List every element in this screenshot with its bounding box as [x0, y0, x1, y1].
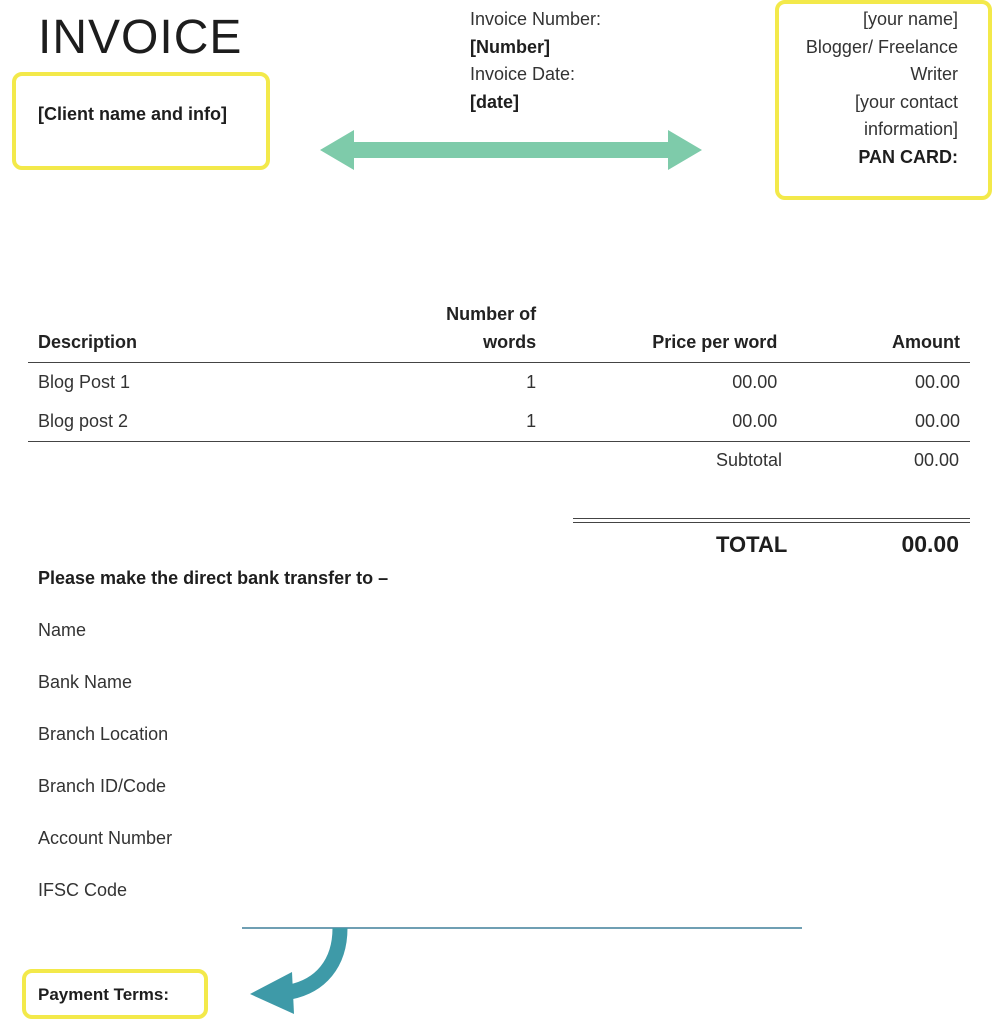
row-price: 00.00	[732, 411, 778, 431]
header-amount: Amount	[892, 332, 960, 352]
bank-field-branch-location[interactable]: Branch Location	[38, 724, 169, 744]
bank-field-branch-id[interactable]: Branch ID/Code	[38, 776, 167, 796]
pan-card-label: PAN CARD:	[858, 146, 958, 167]
row-description: Blog Post 1	[38, 372, 131, 392]
row-price: 00.00	[732, 372, 778, 392]
invoice-number-value[interactable]: [Number]	[470, 36, 550, 57]
curved-arrow-icon	[240, 928, 352, 1020]
invoice-number-label: Invoice Number:	[470, 9, 602, 29]
invoice-title: INVOICE	[38, 11, 243, 64]
sender-line: [your name]	[862, 9, 958, 29]
payment-terms-label[interactable]: Payment Terms:	[38, 985, 170, 1004]
table-header-row	[28, 300, 970, 363]
bank-field-account-number[interactable]: Account Number	[38, 828, 173, 848]
header-price-per-word: Price per word	[652, 332, 778, 352]
sender-line: information]	[863, 119, 958, 139]
table-row[interactable]	[28, 402, 970, 442]
row-amount: 00.00	[914, 411, 960, 431]
subtotal-label: Subtotal	[716, 450, 783, 470]
invoice-meta	[470, 6, 601, 116]
client-info-placeholder[interactable]: [Client name and info]	[38, 104, 227, 124]
header-description: Description	[38, 332, 138, 352]
sender-line: Blogger/ Freelance	[805, 36, 958, 57]
bank-details-list	[38, 620, 172, 932]
total-double-rule	[573, 518, 970, 523]
bank-transfer-heading: Please make the direct bank transfer to –	[38, 568, 389, 588]
bank-field-ifsc-code[interactable]: IFSC Code	[38, 880, 128, 900]
bank-field-bank-name[interactable]: Bank Name	[38, 672, 133, 692]
invoice-date-label: Invoice Date:	[470, 64, 576, 84]
row-description: Blog post 2	[38, 411, 129, 431]
table-row[interactable]	[28, 363, 970, 403]
line-items-table	[28, 300, 970, 442]
invoice-date-value[interactable]: [date]	[470, 91, 519, 112]
sender-info[interactable]	[806, 6, 958, 171]
row-words: 1	[526, 411, 537, 431]
sender-line: Writer	[910, 64, 958, 84]
total-label: TOTAL	[716, 532, 788, 557]
subtotal-value: 00.00	[913, 450, 959, 470]
row-words: 1	[526, 372, 537, 392]
total-value: 00.00	[901, 531, 959, 557]
header-number-of-words: Number of words	[446, 304, 537, 352]
double-arrow-icon	[320, 128, 702, 172]
bank-field-name[interactable]: Name	[38, 620, 87, 640]
sender-line: [your contact	[854, 91, 958, 112]
row-amount: 00.00	[914, 372, 960, 392]
